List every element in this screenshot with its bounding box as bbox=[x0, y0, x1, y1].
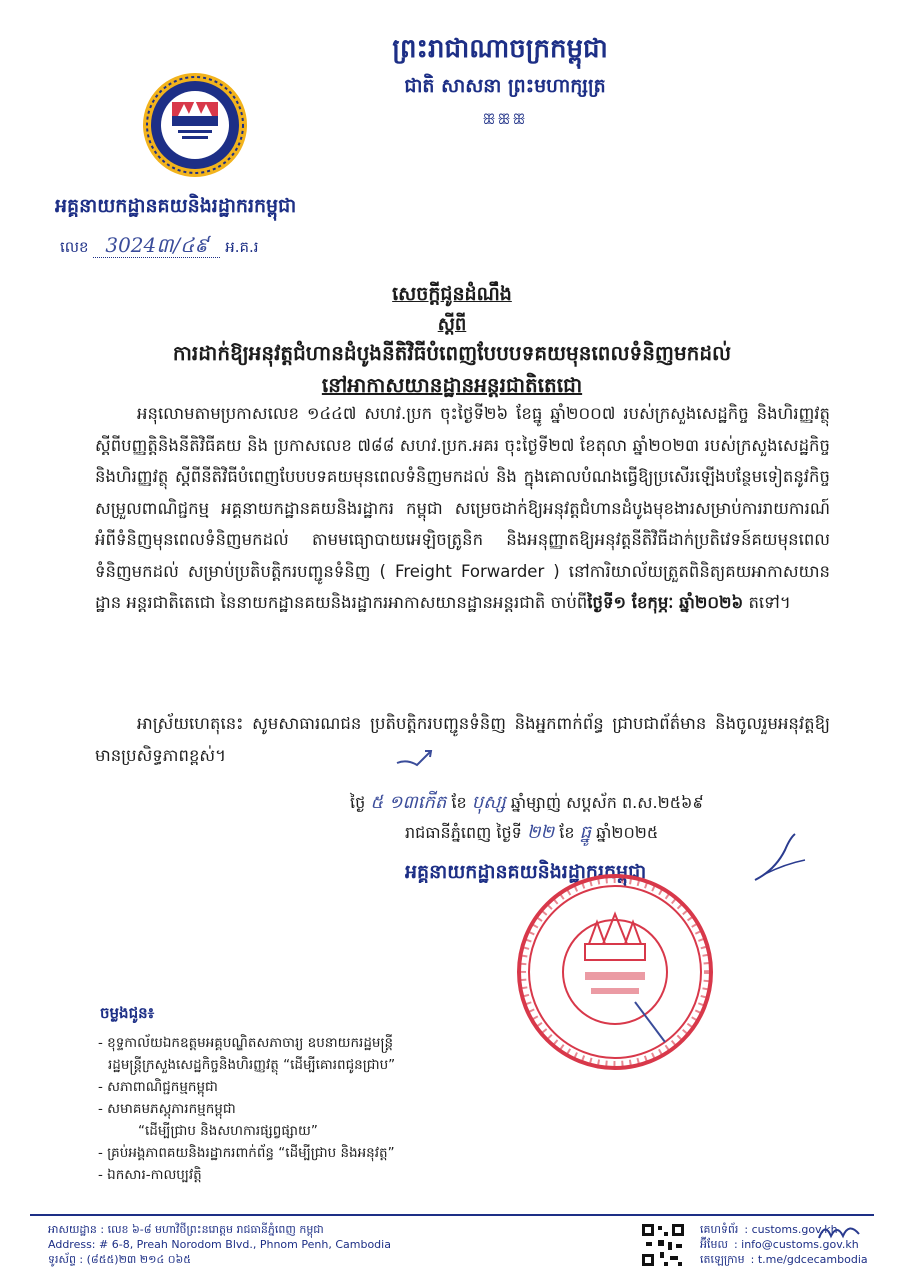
address-khmer: អាសយដ្ឋាន : លេខ ៦-៨ មហាវិថីព្រះនរោត្តម រាជធានីភ្នំពេញ កម្ពុជា bbox=[48, 1223, 324, 1236]
footer-divider bbox=[30, 1214, 874, 1216]
kingdom-heading: ព្រះរាជាណាចក្រកម្ពុជា bbox=[392, 34, 608, 64]
solar-date-prefix: រាជធានីភ្នំពេញ ថ្ងៃទី bbox=[405, 823, 522, 842]
national-motto: ជាតិ សាសនា ព្រះមហាក្សត្រ bbox=[404, 75, 606, 97]
website-label: គេហទំព័រ bbox=[700, 1223, 739, 1236]
body-paragraph-1 bbox=[95, 398, 830, 619]
lunar-day-handwritten: ៥ ១៣កើត bbox=[370, 792, 447, 813]
email-link[interactable]: : info@customs.gov.kh bbox=[733, 1238, 859, 1251]
phone-number: ទូរស័ព្ទ : (៨៥៥)២៣ ២១៤ ០៦៥ bbox=[48, 1253, 192, 1266]
cc-item: - គ្រប់អង្គភាពគយនិងរដ្ឋាករពាក់ព័ន្ធ “ដើម្បីជ្រាប និងអនុវត្ត” bbox=[98, 1145, 395, 1161]
cc-item: - សភាពាណិជ្ជកម្មកម្ពុជា bbox=[98, 1079, 218, 1095]
lunar-month-label: ខែ bbox=[451, 793, 467, 812]
cc-item: - ឯកសារ-កាលប្បវត្តិ bbox=[98, 1167, 202, 1183]
lunar-date bbox=[350, 790, 704, 817]
notice-title: សេចក្ដីជូនដំណឹង bbox=[392, 283, 512, 305]
cc-heading: ចម្លងជូន៖ bbox=[100, 1004, 155, 1022]
solar-month-handwritten: ធ្នូ bbox=[579, 822, 592, 843]
cc-list bbox=[98, 1032, 618, 1186]
reference-number bbox=[60, 232, 259, 262]
signature-mark-icon bbox=[745, 830, 815, 890]
reference-suffix: អ.គ.រ bbox=[225, 238, 259, 256]
handwritten-initial-icon bbox=[815, 1216, 865, 1246]
qr-code-icon bbox=[640, 1222, 686, 1268]
customs-logo-icon bbox=[140, 70, 250, 180]
cc-item: រដ្ឋមន្ត្រីក្រសួងសេដ្ឋកិច្ចនិងហិរញ្ញវត្ថុ “ដើម្បីគោរពជូនជ្រាប” bbox=[108, 1057, 396, 1073]
signatory-department: អគ្គនាយកដ្ឋានគយនិងរដ្ឋាករកម្ពុជា bbox=[405, 861, 647, 883]
telegram-label: តេឡេក្រាម bbox=[700, 1253, 745, 1266]
solar-month-label: ខែ bbox=[559, 823, 575, 842]
paragraph-1-text: អនុលោមតាមប្រកាសលេខ ១៤៤៧ សហវ.ប្រក ចុះថ្ងៃទី២៦ ខែធ្នូ ឆ្នាំ២០០៧ របស់ក្រសួងសេដ្ឋកិច្ច និងហិរញ្ញវត្ថុ ស្ដីពីបញ្ញត្តិនិងនីតិវិធីគយ និង ប្រកាសលេខ ៧៨៨ សហវ.ប្រក.អគរ ចុះថ្ងៃទី២៧ ខែតុលា ឆ្នាំ២០២៣ របស់ក្រសួងសេដ្ឋកិច្ចនិងហិរញ្ញវត្ថុ ស្ដីពីនីតិវិធីបំពេញបែបបទគយមុនពេលទំនិញមកដល់ និង ក្នុងគោលបំណងធ្វើឱ្យប្រសើរឡើងបន្ថែមទៀតនូវកិច្ចសម្រួលពាណិជ្ជកម្ម អគ្គនាយកដ្ឋានគយនិងរដ្ឋាករ កម្ពុជា សម្រេចដាក់ឱ្យអនុវត្តជំហានដំបូងមុខងារសម្រាប់ការរាយការណ៍អំពីទំនិញមុនពេលទំនិញមកដល់ តាមមធ្យោបាយអេឡិចត្រូនិក និងអនុញ្ញាតឱ្យអនុវត្តនីតិវិធីដាក់ប្រតិវេទន៍គយមុនពេលទំនិញមកដល់ សម្រាប់ប្រតិបត្តិករបញ្ជូនទំនិញ ( Freight Forwarder ) នៅការិយាល័យត្រួតពិនិត្យគយអាកាសយានដ្ឋាន អន្តរជាតិតេជោ នៃនាយកដ្ឋានគយនិងរដ្ឋាករអាកាសយានដ្ឋានអន្តរជាតិ ចាប់ពី bbox=[95, 404, 830, 612]
email-label: អ៊ីមែល bbox=[700, 1238, 728, 1251]
cc-item: - ខុទ្ទកាល័យឯកឧត្តមអគ្គបណ្ឌិតសភាចារ្យ ឧបនាយករដ្ឋមន្ត្រី bbox=[98, 1035, 394, 1051]
notice-about: ស្ដីពី bbox=[437, 314, 467, 335]
footer-address bbox=[48, 1222, 391, 1267]
reference-label: លេខ bbox=[60, 238, 89, 256]
paragraph-1-end: តទៅ។ bbox=[743, 593, 791, 612]
cc-item: - សមាគមភស្តុភារកម្មកម្ពុជា bbox=[98, 1101, 236, 1117]
body-paragraph-2: អាស្រ័យហេតុនេះ សូមសាធារណជន ប្រតិបត្តិករបញ្ជូនទំនិញ និងអ្នកពាក់ព័ន្ធ ជ្រាបជាព័ត៌មាន និងចូលរួមអនុវត្តឱ្យមានប្រសិទ្ធភាពខ្ពស់។ bbox=[95, 714, 830, 765]
notice-subject-line2: នៅអាកាសយានដ្ឋានអន្តរជាតិតេជោ bbox=[321, 373, 583, 397]
ornament-divider: ꕥꕥꕥ bbox=[482, 112, 528, 128]
telegram-link[interactable]: : t.me/gdcecambodia bbox=[750, 1253, 868, 1266]
department-name: អគ្គនាយកដ្ឋានគយនិងរដ្ឋាករកម្ពុជា bbox=[55, 195, 297, 217]
lunar-year: ឆ្នាំម្សាញ់ សប្តស័ក ព.ស.២៥៦៩ bbox=[510, 793, 704, 812]
notice-subject-line1: ការដាក់ឱ្យអនុវត្តជំហានដំបូងនីតិវិធីបំពេញបែបបទគយមុនពេលទំនិញមកដល់ bbox=[172, 341, 732, 365]
solar-year: ឆ្នាំ២០២៥ bbox=[596, 823, 659, 842]
effective-date: ថ្ងៃទី១ ខែកុម្ភៈ ឆ្នាំ២០២៦ bbox=[587, 593, 744, 612]
cc-item: “ដើម្បីជ្រាប និងសហការផ្សព្វផ្សាយ” bbox=[138, 1123, 318, 1139]
address-english: Address: # 6-8, Preah Norodom Blvd., Phnom Penh, Cambodia bbox=[48, 1238, 391, 1251]
website-link[interactable]: : customs.gov.kh bbox=[744, 1223, 838, 1236]
lunar-date-prefix: ថ្ងៃ bbox=[350, 793, 366, 812]
solar-day-handwritten: ២២ bbox=[526, 822, 555, 843]
lunar-month-handwritten: បុស្ស bbox=[471, 792, 506, 813]
handwritten-tick-icon bbox=[395, 745, 435, 775]
solar-date bbox=[405, 820, 658, 847]
reference-handwritten: 3024៣/៤៩ bbox=[93, 233, 220, 258]
